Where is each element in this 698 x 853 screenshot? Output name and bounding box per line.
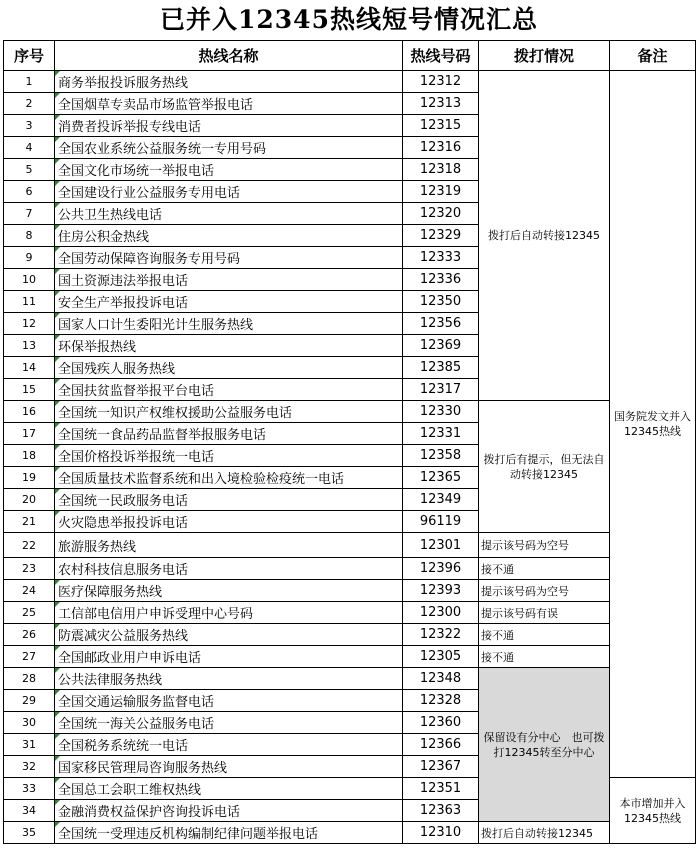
row-hotline-number: 12331 (403, 423, 479, 445)
row-hotline-number: 12313 (403, 93, 479, 115)
row-hotline-name-text: 全国统一受理违反机构编制纪律问题举报电话 (58, 827, 319, 842)
page-title: 已并入12345热线短号情况汇总 (160, 5, 538, 34)
row-hotline-number: 12322 (403, 624, 479, 646)
row-hotline-number: 12356 (403, 313, 479, 335)
comment-marker-icon (55, 247, 60, 252)
merged-status-cell: 拨打后有提示，但无法自动转接12345 (479, 401, 610, 533)
row-hotline-name (55, 511, 403, 533)
row-hotline-name-text: 全国建设行业公益服务专用电话 (58, 186, 241, 201)
row-hotline-number: 12328 (403, 690, 479, 712)
row-seq: 30 (4, 712, 55, 734)
comment-marker-icon (55, 269, 60, 274)
comment-marker-icon (55, 335, 60, 340)
row-status: 提示该号码为空号 (479, 580, 610, 602)
row-hotline-number: 12310 (403, 822, 479, 844)
row-hotline-name-text: 公共法律服务热线 (58, 673, 163, 688)
row-seq: 19 (4, 467, 55, 489)
row-seq: 10 (4, 269, 55, 291)
comment-marker-icon (55, 489, 60, 494)
row-hotline-number: 12369 (403, 335, 479, 357)
row-hotline-name-text: 全国文化市场统一举报电话 (58, 164, 215, 179)
row-hotline-name-text: 安全生产举报投诉电话 (58, 296, 189, 311)
row-hotline-name-text: 住房公积金热线 (58, 230, 150, 245)
comment-marker-icon (55, 93, 60, 98)
row-hotline-number: 12396 (403, 558, 479, 580)
row-seq: 7 (4, 203, 55, 225)
row-seq: 1 (4, 71, 55, 93)
row-hotline-number: 12333 (403, 247, 479, 269)
comment-marker-icon (55, 357, 60, 362)
row-seq: 35 (4, 822, 55, 844)
row-hotline-number: 12350 (403, 291, 479, 313)
comment-marker-icon (55, 291, 60, 296)
comment-marker-icon (55, 71, 60, 76)
row-hotline-name (55, 115, 403, 137)
row-seq: 23 (4, 558, 55, 580)
row-hotline-name-text: 医疗保障服务热线 (58, 585, 163, 600)
row-hotline-name (55, 203, 403, 225)
row-hotline-name-text: 国家移民管理局咨询服务热线 (58, 761, 228, 776)
table-row (4, 71, 696, 93)
row-hotline-name-text: 商务举报投诉服务热线 (58, 76, 189, 91)
table-row (4, 602, 696, 624)
merged-status-cell: 保留设有分中心 也可拨打12345转至分中心 (479, 668, 610, 822)
row-hotline-name-text: 全国统一海关公益服务电话 (58, 717, 215, 732)
row-hotline-name-text: 全国总工会职工维权热线 (58, 783, 202, 798)
row-hotline-number: 12319 (403, 181, 479, 203)
table-row (4, 668, 696, 690)
row-hotline-name (55, 313, 403, 335)
comment-marker-icon (55, 115, 60, 120)
comment-marker-icon (55, 624, 60, 629)
comment-marker-icon (55, 379, 60, 384)
comment-marker-icon (55, 313, 60, 318)
row-hotline-name-text: 全国统一知识产权维权援助公益服务电话 (58, 406, 293, 421)
row-hotline-name (55, 712, 403, 734)
row-hotline-name (55, 93, 403, 115)
merged-note-cell: 本市增加并入12345热线 (610, 778, 696, 844)
table-body (4, 71, 696, 844)
row-seq: 21 (4, 511, 55, 533)
row-hotline-number: 12318 (403, 159, 479, 181)
row-hotline-name (55, 445, 403, 467)
table-row (4, 401, 696, 423)
row-hotline-number: 12385 (403, 357, 479, 379)
row-hotline-name (55, 690, 403, 712)
row-hotline-name (55, 624, 403, 646)
row-hotline-number: 12315 (403, 115, 479, 137)
table-row (4, 822, 696, 844)
row-seq: 12 (4, 313, 55, 335)
row-seq: 34 (4, 800, 55, 822)
hotline-table (3, 40, 696, 844)
row-hotline-name (55, 558, 403, 580)
row-hotline-name (55, 269, 403, 291)
row-status: 拨打后自动转接12345 (479, 822, 610, 844)
row-hotline-name (55, 778, 403, 800)
row-hotline-name-text: 工信部电信用户申诉受理中心号码 (58, 607, 254, 622)
row-hotline-number: 12330 (403, 401, 479, 423)
row-hotline-number: 12336 (403, 269, 479, 291)
table-row (4, 624, 696, 646)
header-status: 拨打情况 (479, 41, 610, 71)
row-status: 接不通 (479, 558, 610, 580)
row-hotline-number: 12320 (403, 203, 479, 225)
row-hotline-number: 12312 (403, 71, 479, 93)
row-hotline-name-text: 全国烟草专卖品市场监管举报电话 (58, 98, 254, 113)
table-row (4, 580, 696, 602)
row-hotline-name-text: 全国统一食品药品监督举报服务电话 (58, 428, 267, 443)
comment-marker-icon (55, 423, 60, 428)
header-note: 备注 (610, 41, 696, 71)
header-number: 热线号码 (403, 41, 479, 71)
comment-marker-icon (55, 137, 60, 142)
row-seq: 27 (4, 646, 55, 668)
row-seq: 31 (4, 734, 55, 756)
row-seq: 2 (4, 93, 55, 115)
row-seq: 11 (4, 291, 55, 313)
row-status: 接不通 (479, 624, 610, 646)
row-hotline-name (55, 291, 403, 313)
row-hotline-number: 12393 (403, 580, 479, 602)
row-hotline-name-text: 全国价格投诉举报统一电话 (58, 450, 215, 465)
row-hotline-name (55, 668, 403, 690)
row-seq: 18 (4, 445, 55, 467)
row-hotline-number: 12365 (403, 467, 479, 489)
row-seq: 13 (4, 335, 55, 357)
row-hotline-name-text: 火灾隐患举报投诉电话 (58, 516, 189, 531)
row-seq: 8 (4, 225, 55, 247)
comment-marker-icon (55, 602, 60, 607)
row-hotline-name (55, 756, 403, 778)
table-row (4, 533, 696, 558)
row-hotline-name (55, 159, 403, 181)
row-hotline-name-text: 金融消费权益保护咨询投诉电话 (58, 805, 241, 820)
row-hotline-number: 12329 (403, 225, 479, 247)
row-status: 接不通 (479, 646, 610, 668)
row-hotline-name (55, 800, 403, 822)
comment-marker-icon (55, 822, 60, 827)
row-seq: 28 (4, 668, 55, 690)
comment-marker-icon (55, 712, 60, 717)
header-seq: 序号 (4, 41, 55, 71)
comment-marker-icon (55, 467, 60, 472)
comment-marker-icon (55, 580, 60, 585)
row-hotline-name-text: 防震减灾公益服务热线 (58, 629, 189, 644)
comment-marker-icon (55, 800, 60, 805)
comment-marker-icon (55, 734, 60, 739)
row-hotline-name-text: 全国扶贫监督举报平台电话 (58, 384, 215, 399)
row-hotline-name (55, 379, 403, 401)
comment-marker-icon (55, 445, 60, 450)
row-hotline-name (55, 580, 403, 602)
comment-marker-icon (55, 778, 60, 783)
table-row (4, 558, 696, 580)
row-hotline-name (55, 225, 403, 247)
row-hotline-name-text: 全国劳动保障咨询服务专用号码 (58, 252, 241, 267)
row-hotline-name (55, 489, 403, 511)
comment-marker-icon (55, 646, 60, 651)
row-seq: 14 (4, 357, 55, 379)
row-seq: 20 (4, 489, 55, 511)
row-seq: 24 (4, 580, 55, 602)
comment-marker-icon (55, 225, 60, 230)
row-hotline-name-text: 全国税务系统统一电话 (58, 739, 189, 754)
row-seq: 4 (4, 137, 55, 159)
row-hotline-number: 12349 (403, 489, 479, 511)
row-seq: 29 (4, 690, 55, 712)
row-hotline-number: 12360 (403, 712, 479, 734)
row-seq: 26 (4, 624, 55, 646)
row-hotline-number: 12316 (403, 137, 479, 159)
row-hotline-name-text: 农村科技信息服务电话 (58, 563, 189, 578)
row-hotline-name (55, 822, 403, 844)
row-hotline-number: 12300 (403, 602, 479, 624)
row-hotline-number: 12317 (403, 379, 479, 401)
row-hotline-name-text: 全国交通运输服务监督电话 (58, 695, 215, 710)
row-status: 提示该号码有误 (479, 602, 610, 624)
row-seq: 25 (4, 602, 55, 624)
comment-marker-icon (55, 203, 60, 208)
row-seq: 6 (4, 181, 55, 203)
merged-note-cell: 国务院发文并入12345热线 (610, 71, 696, 778)
table-row (4, 646, 696, 668)
row-hotline-name-text: 全国统一民政服务电话 (58, 494, 189, 509)
row-seq: 15 (4, 379, 55, 401)
row-hotline-name-text: 国土资源违法举报电话 (58, 274, 189, 289)
row-seq: 32 (4, 756, 55, 778)
header-name: 热线名称 (55, 41, 403, 71)
row-hotline-number: 96119 (403, 511, 479, 533)
row-status: 提示该号码为空号 (479, 533, 610, 558)
row-seq: 5 (4, 159, 55, 181)
comment-marker-icon (55, 159, 60, 164)
row-hotline-number: 12305 (403, 646, 479, 668)
row-hotline-name (55, 467, 403, 489)
row-hotline-name-text: 全国质量技术监督系统和出入境检验检疫统一电话 (58, 472, 345, 487)
row-hotline-name-text: 消费者投诉举报专线电话 (58, 120, 202, 135)
row-hotline-number: 12358 (403, 445, 479, 467)
row-hotline-name-text: 全国农业系统公益服务统一专用号码 (58, 142, 267, 157)
row-hotline-name (55, 734, 403, 756)
table-header-row (4, 41, 696, 71)
merged-status-cell: 拨打后自动转接12345 (479, 71, 610, 401)
row-hotline-name (55, 646, 403, 668)
row-hotline-number: 12363 (403, 800, 479, 822)
row-hotline-name (55, 533, 403, 558)
comment-marker-icon (55, 401, 60, 406)
comment-marker-icon (55, 756, 60, 761)
row-seq: 3 (4, 115, 55, 137)
row-hotline-name (55, 247, 403, 269)
row-hotline-number: 12351 (403, 778, 479, 800)
row-seq: 16 (4, 401, 55, 423)
row-hotline-name-text: 国家人口计生委阳光计生服务热线 (58, 318, 254, 333)
row-hotline-name (55, 71, 403, 93)
comment-marker-icon (55, 668, 60, 673)
row-hotline-name (55, 137, 403, 159)
row-hotline-name (55, 401, 403, 423)
row-hotline-number: 12348 (403, 668, 479, 690)
comment-marker-icon (55, 511, 60, 516)
comment-marker-icon (55, 690, 60, 695)
row-hotline-name (55, 423, 403, 445)
comment-marker-icon (55, 181, 60, 186)
row-hotline-number: 12366 (403, 734, 479, 756)
row-seq: 33 (4, 778, 55, 800)
row-seq: 17 (4, 423, 55, 445)
row-hotline-name (55, 181, 403, 203)
row-hotline-name (55, 357, 403, 379)
row-hotline-name-text: 公共卫生热线电话 (58, 208, 163, 223)
row-hotline-number: 12301 (403, 533, 479, 558)
row-seq: 9 (4, 247, 55, 269)
row-hotline-number: 12367 (403, 756, 479, 778)
row-hotline-name-text: 环保举报热线 (58, 340, 137, 355)
row-hotline-name-text: 全国邮政业用户申诉电话 (58, 651, 202, 666)
row-hotline-name (55, 602, 403, 624)
row-hotline-name (55, 335, 403, 357)
row-seq: 22 (4, 533, 55, 558)
row-hotline-name-text: 全国残疾人服务热线 (58, 362, 176, 377)
row-hotline-name-text: 旅游服务热线 (58, 539, 137, 555)
